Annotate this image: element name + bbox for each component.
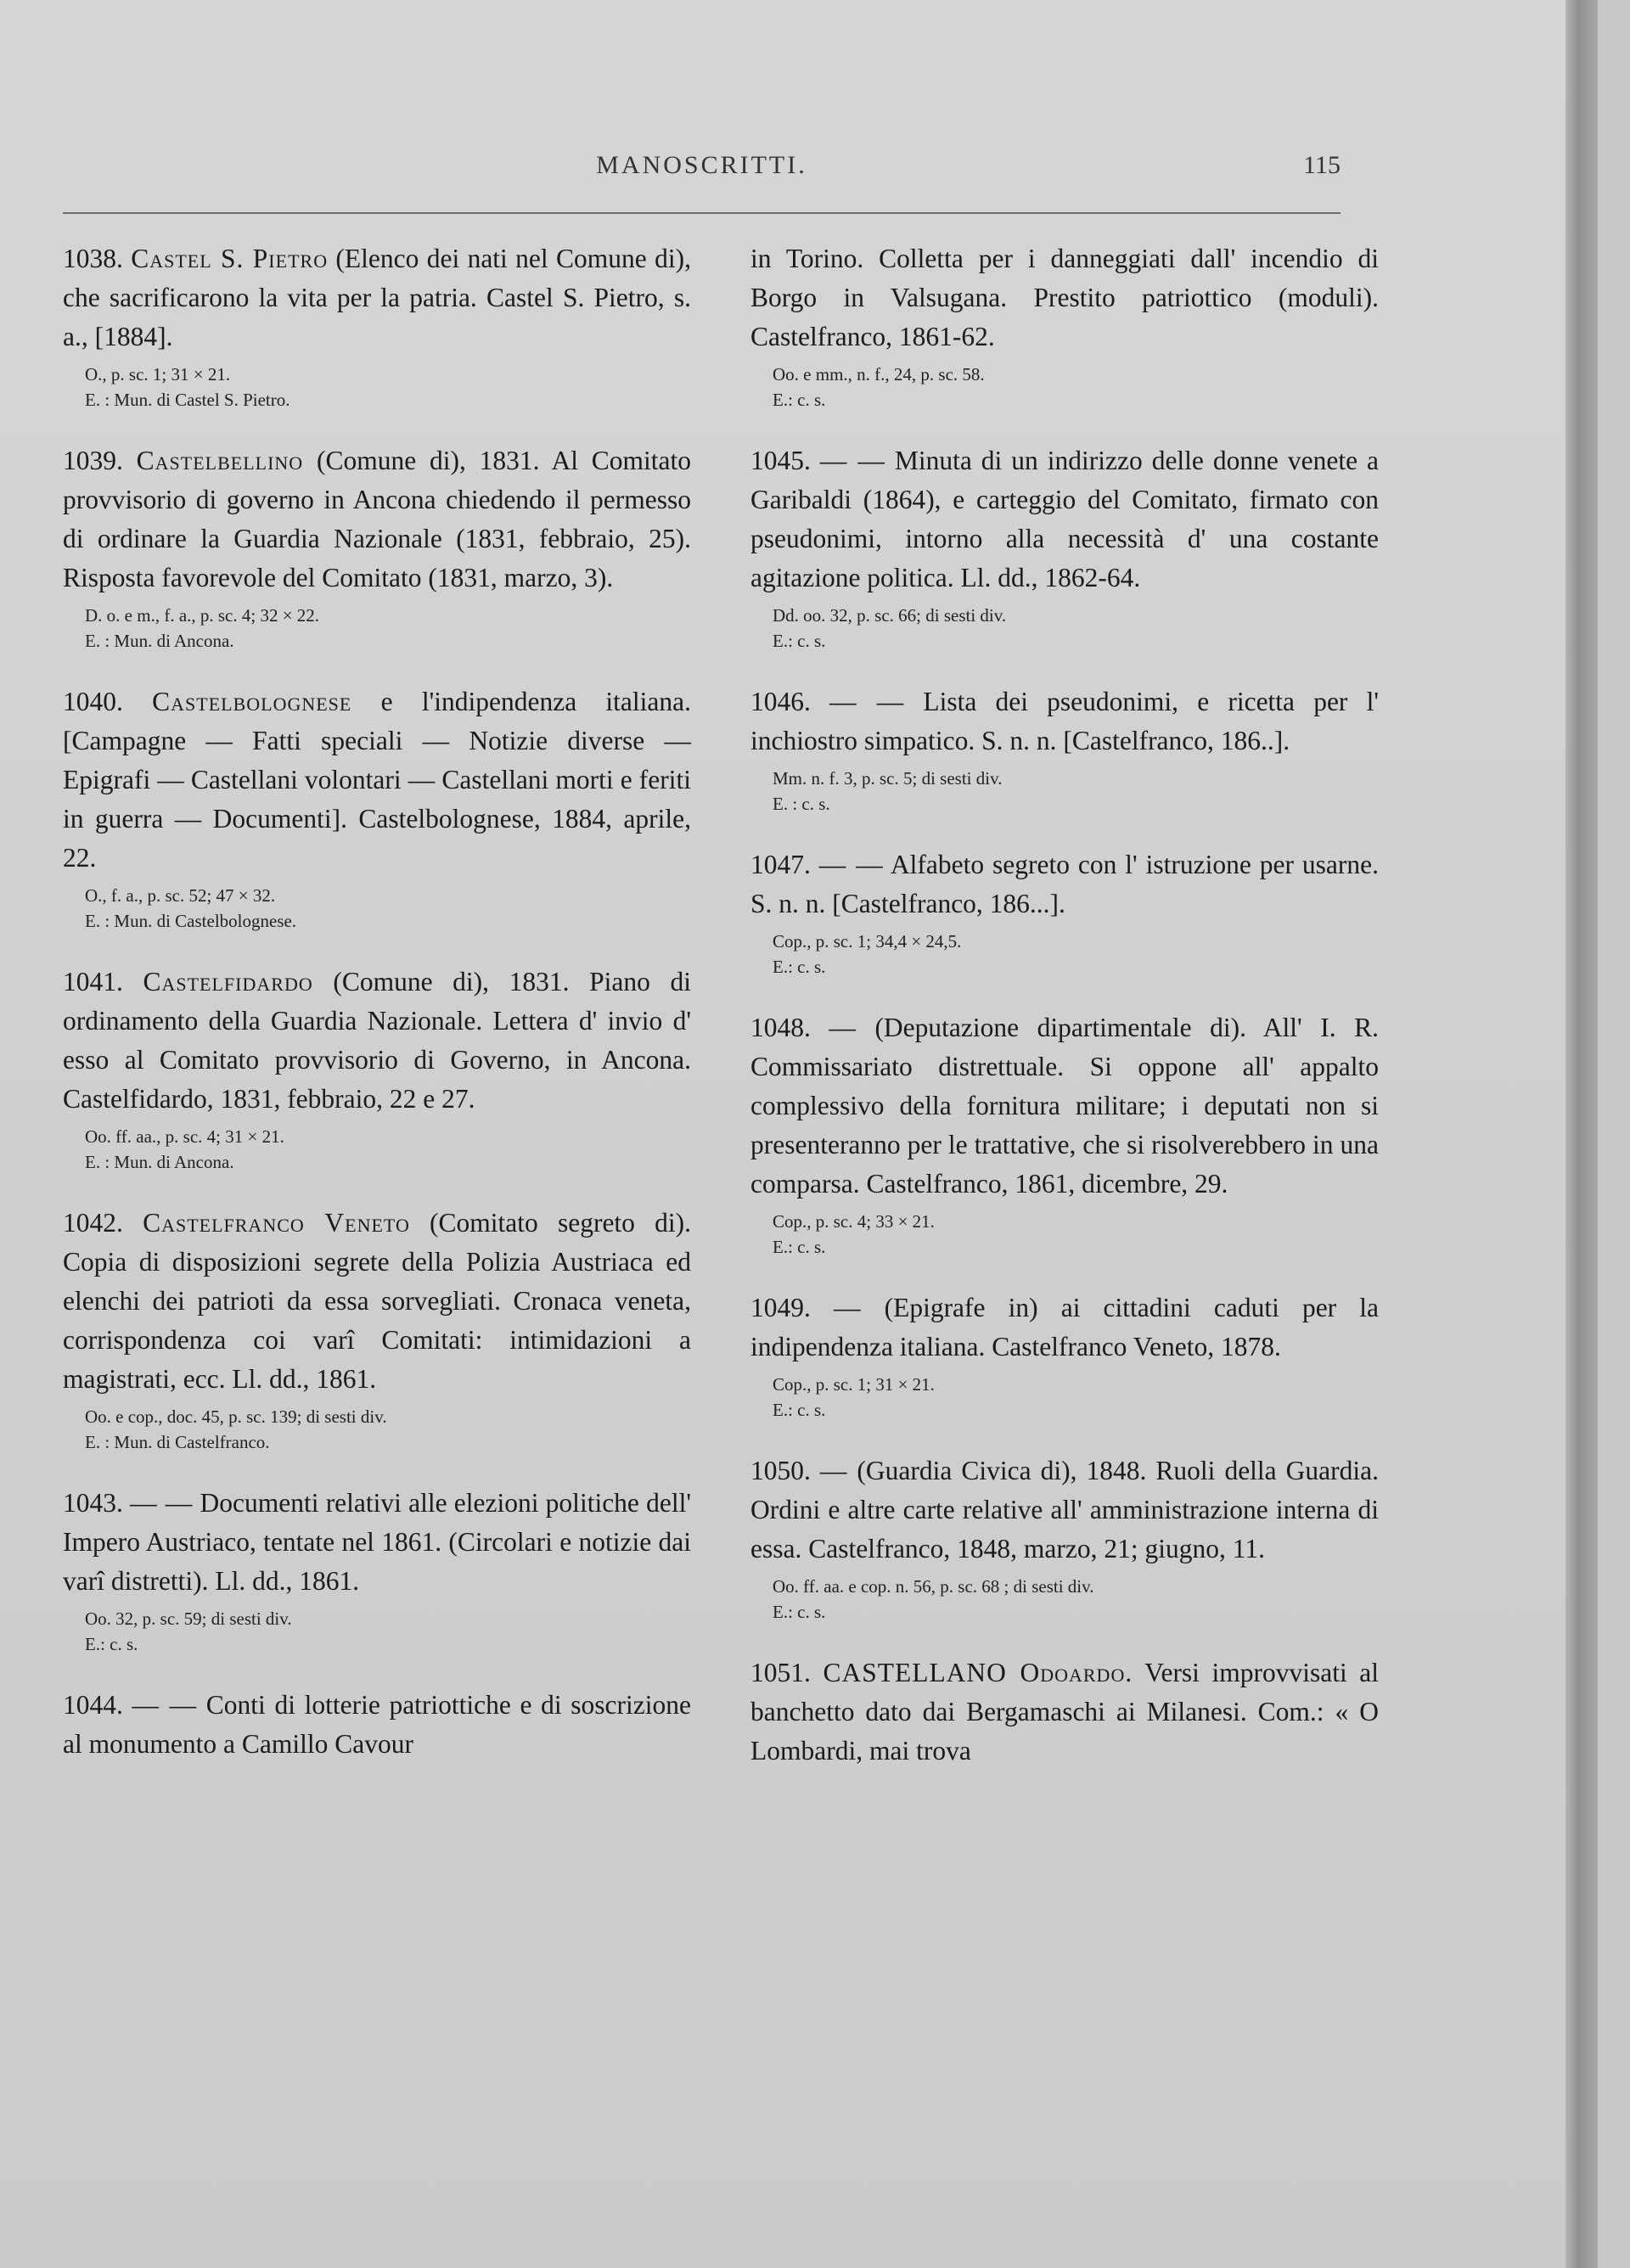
entry-number: 1050. bbox=[750, 1456, 811, 1485]
entry-text bbox=[63, 1484, 691, 1601]
entry-metadata bbox=[750, 1209, 1379, 1260]
entry-heading: Castelbellino bbox=[136, 446, 304, 475]
header-rule bbox=[63, 212, 1341, 214]
entry-number: 1041. bbox=[63, 967, 123, 996]
entry-heading: Castel S. Pietro bbox=[131, 244, 329, 273]
entry-metadata bbox=[750, 766, 1379, 817]
entry-text bbox=[750, 845, 1379, 923]
physical-description: Cop., p. sc. 1; 34,4 × 24,5. bbox=[773, 931, 962, 952]
physical-description: Oo. 32, p. sc. 59; di sesti div. bbox=[85, 1608, 292, 1629]
physical-description: Oo. e mm., n. f., 24, p. sc. 58. bbox=[773, 364, 985, 385]
entry-description: Conti di lotterie patriottiche e di soscrizione al monumento a Camillo Cavour bbox=[63, 1690, 691, 1759]
physical-description: Oo. ff. aa. e cop. n. 56, p. sc. 68 ; di sesti div. bbox=[773, 1576, 1094, 1597]
running-title: MANOSCRITTI. bbox=[596, 151, 807, 179]
entry-metadata bbox=[750, 362, 1379, 413]
entry-metadata bbox=[750, 1574, 1379, 1625]
entry-description: Lista dei pseudonimi, e ricetta per l' inchiostro simpatico. S. n. n. [Castelfranco, 186..]. bbox=[750, 687, 1380, 755]
entry-text bbox=[750, 239, 1379, 356]
entry-heading: CASTELLANO Odoardo. bbox=[823, 1658, 1133, 1687]
entry-number: 1048. bbox=[750, 1013, 811, 1042]
entry-description: (Guardia Civica di), 1848. Ruoli della Guardia. Ordini e altre carte relative all' amministrazione interna di essa. Castelfranco, 1848, marzo, 21; giugno, 11. bbox=[750, 1456, 1380, 1563]
entry-description: Documenti relativi alle elezioni politiche dell' Impero Austriaco, tentate nel 1861. (Circolari e notizie dai varî distretti). Ll. dd., 1861. bbox=[63, 1488, 692, 1596]
left-column bbox=[63, 239, 691, 1793]
entry-number: 1039. bbox=[63, 446, 123, 475]
catalog-entry bbox=[63, 963, 691, 1175]
entry-heading: — — bbox=[818, 850, 884, 879]
entry-metadata bbox=[750, 929, 1379, 980]
physical-description: Mm. n. f. 3, p. sc. 5; di sesti div. bbox=[773, 768, 1003, 789]
catalog-entry bbox=[750, 239, 1379, 413]
catalog-entry bbox=[63, 1686, 691, 1764]
right-column bbox=[750, 239, 1379, 1799]
entry-number: 1044. bbox=[63, 1690, 123, 1720]
entry-metadata bbox=[750, 603, 1379, 654]
entry-description: (Epigrafe in) ai cittadini caduti per la indipendenza italiana. Castelfranco Veneto, 1878. bbox=[750, 1293, 1379, 1361]
entry-number: 1040. bbox=[63, 687, 123, 716]
exhibitor-line: E.: c. s. bbox=[773, 390, 826, 410]
entry-text bbox=[63, 441, 691, 598]
entry-number: 1042. bbox=[63, 1208, 123, 1238]
entry-text bbox=[750, 1451, 1379, 1569]
entry-description: (Comune di), 1831. Al Comitato provvisorio di governo in Ancona chiedendo il permesso di ordinare la Guardia Nazionale (1831, febbraio, 25). Risposta favorevole del Comitato (1831, marzo, 3). bbox=[63, 446, 691, 592]
entry-heading: — — bbox=[819, 446, 885, 475]
physical-description: O., f. a., p. sc. 52; 47 × 32. bbox=[85, 885, 276, 906]
entry-text bbox=[63, 682, 691, 878]
exhibitor-line: E.: c. s. bbox=[85, 1634, 138, 1654]
exhibitor-line: E. : Mun. di Castelfranco. bbox=[85, 1432, 270, 1452]
entry-text bbox=[750, 1288, 1379, 1367]
entry-description: (Comune di), 1831. Piano di ordinamento della Guardia Nazionale. Lettera d' invio d' esso al Comitato provvisorio di Governo, in Ancona. Castelfidardo, 1831, febbraio, 22 e 27. bbox=[63, 967, 691, 1114]
entry-heading: — bbox=[829, 1013, 857, 1042]
exhibitor-line: E. : Mun. di Castel S. Pietro. bbox=[85, 390, 290, 410]
entry-number: 1045. bbox=[750, 446, 811, 475]
entry-heading: Castelfranco Veneto bbox=[143, 1208, 410, 1238]
entry-text bbox=[750, 1008, 1379, 1204]
entry-text bbox=[750, 441, 1379, 598]
exhibitor-line: E.: c. s. bbox=[773, 957, 826, 977]
entry-heading: — — bbox=[829, 687, 905, 716]
entry-description: in Torino. Colletta per i danneggiati dall' incendio di Borgo in Valsugana. Prestito patriottico (moduli). Castelfranco, 1861-62. bbox=[750, 244, 1379, 351]
catalog-entry bbox=[750, 682, 1379, 817]
entry-text bbox=[750, 1653, 1379, 1771]
exhibitor-line: E.: c. s. bbox=[773, 1602, 826, 1622]
physical-description: D. o. e m., f. a., p. sc. 4; 32 × 22. bbox=[85, 605, 320, 626]
entry-text bbox=[63, 1204, 691, 1399]
catalog-entry bbox=[750, 1288, 1379, 1423]
exhibitor-line: E.: c. s. bbox=[773, 1237, 826, 1257]
physical-description: Cop., p. sc. 4; 33 × 21. bbox=[773, 1211, 935, 1232]
physical-description: O., p. sc. 1; 31 × 21. bbox=[85, 364, 231, 385]
entry-description: Minuta di un indirizzo delle donne venete a Garibaldi (1864), e carteggio del Comitato, firmato con pseudonimi, intorno alla necessità d' una costante agitazione politica. Ll. dd., 1862-64. bbox=[750, 446, 1380, 592]
entry-description: (Elenco dei nati nel Comune di), che sacrificarono la vita per la patria. Castel S. Pietro, s. a., [1884]. bbox=[63, 244, 691, 351]
entry-description: e l'indipendenza italiana. [Campagne — Fatti speciali — Notizie diverse — Epigrafi — Castellani volontari — Castellani morti e feriti in guerra — Documenti]. Castelbolognese, 1884, aprile, 22. bbox=[63, 687, 691, 873]
catalog-entry bbox=[63, 1204, 691, 1455]
catalog-entry bbox=[63, 239, 691, 413]
entry-metadata bbox=[63, 1124, 691, 1175]
physical-description: Cop., p. sc. 1; 31 × 21. bbox=[773, 1374, 935, 1395]
catalog-entry bbox=[63, 682, 691, 934]
entry-number: 1047. bbox=[750, 850, 811, 879]
entry-description: (Deputazione dipartimentale di). All' I. R. Commissariato distrettuale. Si oppone all' appalto complessivo della fornitura militare; i deputati non si presenteranno per le trattative, che si risolverebbero in una comparsa. Castelfranco, 1861, dicembre, 29. bbox=[750, 1013, 1379, 1199]
entry-number: 1049. bbox=[750, 1293, 811, 1322]
page-header bbox=[63, 151, 1341, 192]
exhibitor-line: E.: c. s. bbox=[773, 1400, 826, 1420]
catalog-entry bbox=[750, 1653, 1379, 1771]
entry-metadata bbox=[63, 1404, 691, 1455]
entry-text bbox=[750, 682, 1379, 761]
entry-description: Versi improvvisati al banchetto dato dai Bergamaschi ai Milanesi. Com.: « O Lombardi, mai trova bbox=[750, 1658, 1380, 1766]
entry-text bbox=[63, 239, 691, 356]
catalog-entry bbox=[63, 1484, 691, 1657]
catalog-entry bbox=[750, 441, 1379, 654]
physical-description: Oo. e cop., doc. 45, p. sc. 139; di sesti div. bbox=[85, 1406, 387, 1427]
catalog-entry bbox=[750, 845, 1379, 980]
exhibitor-line: E. : Mun. di Ancona. bbox=[85, 1152, 234, 1172]
entry-description: Alfabeto segreto con l' istruzione per usarne. S. n. n. [Castelfranco, 186...]. bbox=[750, 850, 1380, 918]
exhibitor-line: E. : Mun. di Ancona. bbox=[85, 631, 234, 651]
entry-heading: — bbox=[819, 1456, 848, 1485]
entry-heading: — — bbox=[130, 1488, 194, 1518]
physical-description: Dd. oo. 32, p. sc. 66; di sesti div. bbox=[773, 605, 1007, 626]
exhibitor-line: E. : c. s. bbox=[773, 794, 830, 814]
entry-number: 1043. bbox=[63, 1488, 123, 1518]
entry-number: 1046. bbox=[750, 687, 811, 716]
catalog-entry bbox=[750, 1451, 1379, 1625]
exhibitor-line: E.: c. s. bbox=[773, 631, 826, 651]
entry-heading: — — bbox=[132, 1690, 198, 1720]
entry-text bbox=[63, 1686, 691, 1764]
entry-number: 1051. bbox=[750, 1658, 811, 1687]
physical-description: Oo. ff. aa., p. sc. 4; 31 × 21. bbox=[85, 1126, 284, 1147]
entry-heading: Castelfidardo bbox=[143, 967, 313, 996]
entry-description: (Comitato segreto di). Copia di disposizioni segrete della Polizia Austriaca ed elenchi dei patrioti da essa sorvegliati. Cronaca veneta, corrispondenza coi varî Comitati: intimidazioni a magistrati, ecc. Ll. dd., 1861. bbox=[63, 1208, 691, 1394]
catalog-entry bbox=[63, 441, 691, 654]
entry-metadata bbox=[63, 603, 691, 654]
entry-metadata bbox=[750, 1372, 1379, 1423]
entry-heading: Castelbolognese bbox=[152, 687, 352, 716]
entry-metadata bbox=[63, 883, 691, 934]
entry-metadata bbox=[63, 362, 691, 413]
entry-text bbox=[63, 963, 691, 1119]
catalog-entry bbox=[750, 1008, 1379, 1260]
page-number: 115 bbox=[1303, 151, 1341, 179]
entry-heading: — bbox=[833, 1293, 862, 1322]
exhibitor-line: E. : Mun. di Castelbolognese. bbox=[85, 911, 297, 931]
entry-number: 1038. bbox=[63, 244, 123, 273]
page-edge bbox=[1565, 0, 1598, 2268]
entry-metadata bbox=[63, 1606, 691, 1657]
